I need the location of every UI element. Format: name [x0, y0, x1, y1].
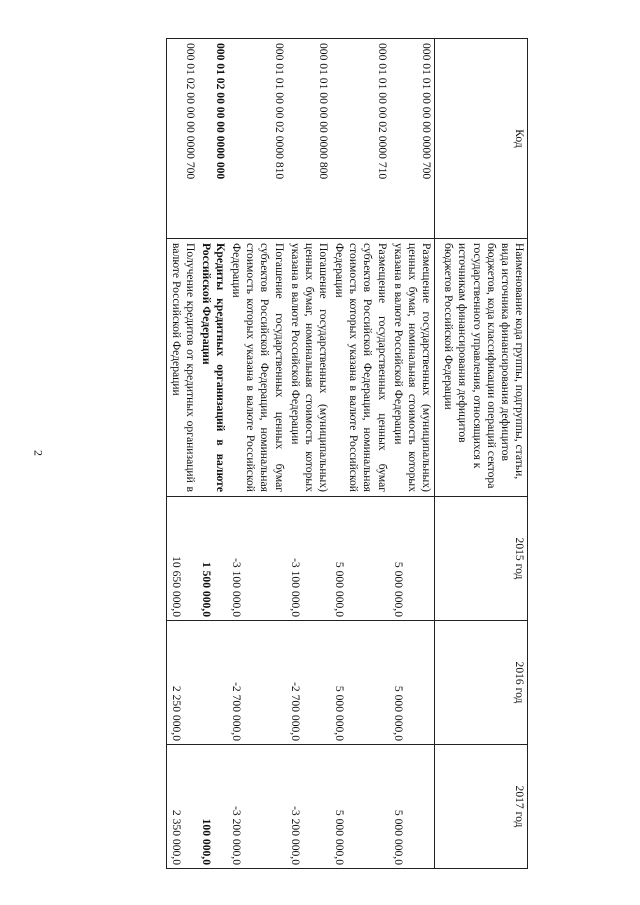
- rotated-page-content: [58, 38, 528, 868]
- header-name: Наименование кода группы, подгруппы, статьи, вида источника финансирования дефицитов бюджетов, кода классификации операций сектора государственного управления, относящихся к источникам финансирования дефицитов бюджетов Российской Федерации: [435, 239, 528, 497]
- row-code: 000 01 01 00 00 02 0000 810: [228, 39, 287, 239]
- row-value-2017: -3 200 000,0: [228, 745, 287, 869]
- row-code: 000 01 02 00 00 00 0000 000: [198, 39, 228, 239]
- table-row: [198, 39, 228, 869]
- header-2016: 2016 год: [435, 621, 528, 745]
- row-value-2015: 5 000 000,0: [331, 497, 390, 621]
- row-value-2016: 5 000 000,0: [390, 621, 435, 745]
- row-name: Погашение государственных (муниципальных) ценных бумаг, номинальная стоимость которых указана в валюте Российской Федерации: [287, 239, 331, 497]
- row-value-2015: -3 100 000,0: [228, 497, 287, 621]
- row-value-2017: 2 350 000,0: [167, 745, 198, 869]
- row-value-2017: 5 000 000,0: [390, 745, 435, 869]
- table-row: [228, 39, 287, 869]
- row-value-2015: 10 650 000,0: [167, 497, 198, 621]
- row-value-2016: 2 250 000,0: [167, 621, 198, 745]
- row-value-2016: -2 700 000,0: [228, 621, 287, 745]
- row-code: 000 01 01 00 00 02 0000 710: [331, 39, 390, 239]
- row-code: 000 01 01 00 00 00 0000 700: [390, 39, 435, 239]
- row-code: 000 01 02 00 00 00 0000 700: [167, 39, 198, 239]
- row-name: Получение кредитов от кредитных организаций в валюте Российской Федерации: [167, 239, 198, 497]
- table-row: [331, 39, 390, 869]
- row-name: Кредиты кредитных организаций в валюте Российской Федерации: [198, 239, 228, 497]
- header-2015: 2015 год: [435, 497, 528, 621]
- row-name: Размещение государственных ценных бумаг субъектов Российской Федерации, номинальная стоимость которых указана в валюте Российской Федерации: [331, 239, 390, 497]
- row-name: Погашение государственных ценных бумаг субъектов Российской Федерации, номинальная стоимость которых указана в валюте Российской Федерации: [228, 239, 287, 497]
- table-header-row: [435, 39, 528, 869]
- financing-sources-table: [166, 38, 528, 869]
- table-row: [390, 39, 435, 869]
- row-name: Размещение государственных (муниципальных) ценных бумаг, номинальная стоимость которых указана в валюте Российской Федерации: [390, 239, 435, 497]
- row-value-2015: 5 000 000,0: [390, 497, 435, 621]
- row-value-2016: [198, 621, 228, 745]
- row-value-2017: 100 000,0: [198, 745, 228, 869]
- header-2017: 2017 год: [435, 745, 528, 869]
- row-code: 000 01 01 00 00 00 0000 800: [287, 39, 331, 239]
- table-row: [287, 39, 331, 869]
- row-value-2017: 5 000 000,0: [331, 745, 390, 869]
- row-value-2015: -3 100 000,0: [287, 497, 331, 621]
- row-value-2016: 5 000 000,0: [331, 621, 390, 745]
- row-value-2015: 1 500 000,0: [198, 497, 228, 621]
- row-value-2016: -2 700 000,0: [287, 621, 331, 745]
- header-code: Код: [435, 39, 528, 239]
- table-row: [167, 39, 198, 869]
- row-value-2017: -3 200 000,0: [287, 745, 331, 869]
- page-number: 2: [31, 450, 46, 456]
